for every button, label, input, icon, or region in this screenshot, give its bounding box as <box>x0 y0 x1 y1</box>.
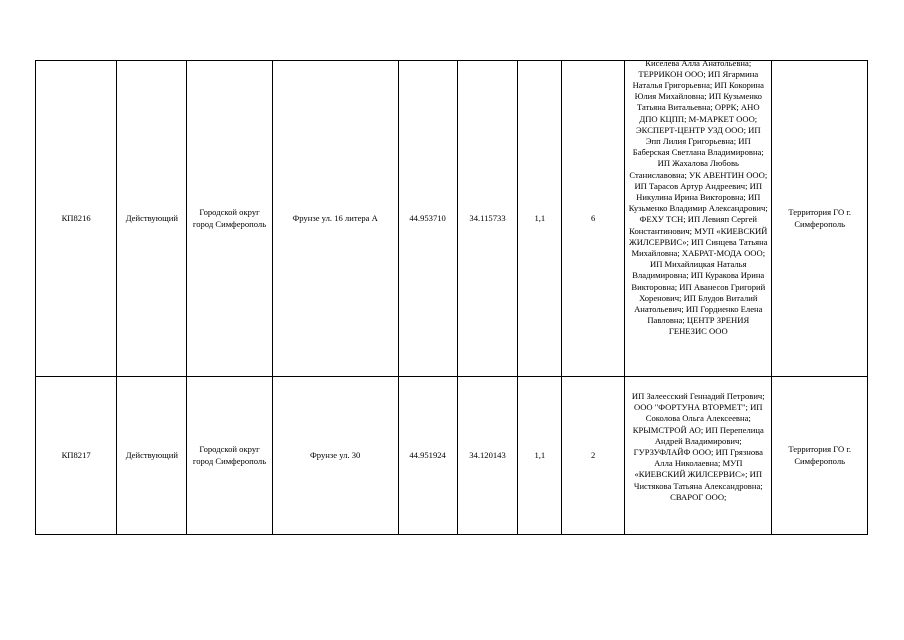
site-latitude: 44.951924 <box>398 377 457 535</box>
waste-subjects-cell <box>625 57 772 377</box>
site-status: Действующий <box>117 377 187 535</box>
site-district: Городской округ город Симферополь <box>187 61 272 377</box>
container-count: 2 <box>562 377 625 535</box>
waste-subjects-clip <box>627 377 769 534</box>
site-latitude: 44.953710 <box>398 61 457 377</box>
site-id: КП8216 <box>36 61 117 377</box>
site-longitude: 34.120143 <box>457 377 518 535</box>
site-id: КП8217 <box>36 377 117 535</box>
waste-subjects-clip <box>627 58 769 374</box>
container-volume: 1,1 <box>518 377 562 535</box>
site-longitude: 34.115733 <box>457 61 518 377</box>
waste-subjects: Киселева Алла Анатольевна; ТЕРРИКОН ООО; ИП Ягармина Наталья Григорьевна; ИП Кокорина Юлия Михайловна; ИП Кузьменко Татьяна Витальевна; ОРРК; АНО ДПО КЦПП; М-МАРКЕТ ООО; ЭКСПЕРТ-ЦЕНТР УЗД ООО; ИП Эпп Лилия Григорьевна; ИП Баберская Светлана Владимировна; ИП Жахалова Любовь Станиславовна; УК АВЕНТИН ООО; ИП Тарасов Артур Андреевич; ИП Никулина Ирина Викторовна; ИП Кузьменко Владимир Александрович; ФЕХУ ТСН; ИП Левияп Сергей Константинович; МУП «КИЕВСКИЙ ЖИЛСЕРВИС»; ИП Синцева Татьяна Михайловна; ХАБРАТ-МОДА ООО; ИП Михайлицкая Наталья Владимировна; ИП Куракова Ирина Викторовна; ИП Аванесов Григорий Хоренович; ИП Блудов Виталий Анатольевич; ИП Гордиенко Елена Павловна; ЦЕНТР ЗРЕНИЯ ГЕНЕЗИС ООО <box>628 57 768 337</box>
table-row <box>36 377 868 535</box>
registry-table <box>35 57 868 535</box>
site-territory: Территория ГО г. Симферополь <box>772 61 868 377</box>
site-territory: Территория ГО г. Симферополь <box>772 377 868 535</box>
waste-subjects: ИП Залеесский Геннадий Петрович; ООО "ФОРТУНА ВТОРМЕТ"; ИП Соколова Ольга Алексеевна; КРЫМСТРОЙ АО; ИП Перепелица Андрей Владимирович; ГУРЗУФЛАЙФ ООО; ИП Грязнова Алла Николаевна; МУП «КИЕВСКИЙ ЖИЛСЕРВИС»; ИП Чистякова Татьяна Александровна; СВАРОГ ООО; <box>631 391 765 502</box>
site-status: Действующий <box>117 61 187 377</box>
container-count: 6 <box>562 61 625 377</box>
container-volume: 1,1 <box>518 61 562 377</box>
site-address: Фрунзе ул. 16 литера А <box>272 61 398 377</box>
waste-subjects-cell <box>625 377 772 535</box>
site-district: Городской округ город Симферополь <box>187 377 272 535</box>
site-address: Фрунзе ул. 30 <box>272 377 398 535</box>
table-row <box>36 61 868 377</box>
